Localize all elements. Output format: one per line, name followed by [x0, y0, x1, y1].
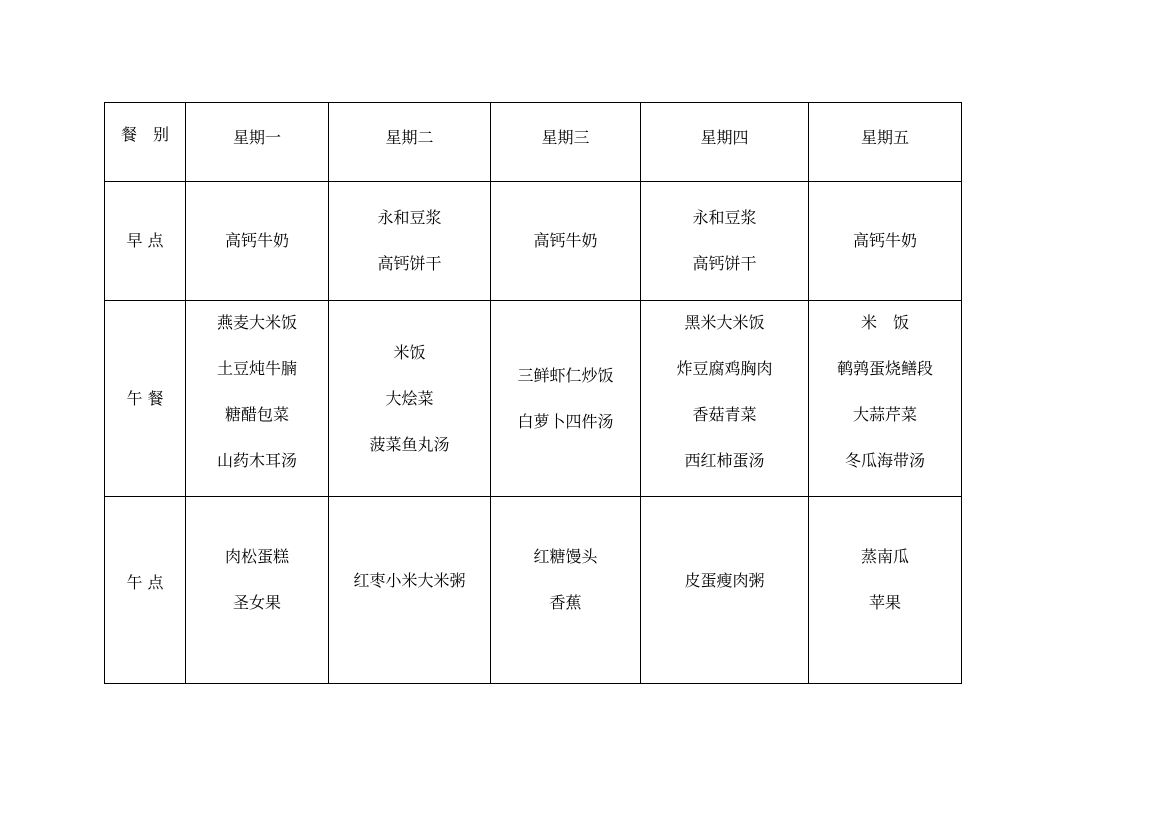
dish: 高钙饼干: [692, 254, 757, 273]
dish: 高钙牛奶: [224, 231, 289, 250]
dish: 大蒜芹菜: [852, 405, 917, 424]
weekly-menu-table: [104, 102, 962, 684]
dish: 糖醋包菜: [224, 405, 289, 424]
lunch-friday: [809, 301, 962, 497]
dish: 三鲜虾仁炒饭: [517, 365, 614, 385]
lunch-tuesday: [329, 301, 491, 497]
dish: 高钙牛奶: [852, 231, 917, 250]
dish: 黑米大米饭: [684, 313, 765, 332]
dish: 永和豆浆: [692, 208, 757, 227]
breakfast-label: 早 点: [105, 182, 186, 301]
dish: 高钙饼干: [377, 254, 442, 273]
lunch-thursday: [641, 301, 809, 497]
afternoon-wednesday: [491, 497, 641, 684]
dish: 永和豆浆: [377, 208, 442, 227]
header-monday: 星期一: [186, 103, 329, 182]
header-tuesday: 星期二: [329, 103, 491, 182]
breakfast-tuesday: [329, 182, 491, 301]
header-thursday: 星期四: [641, 103, 809, 182]
breakfast-row: [105, 182, 962, 301]
dish: 冬瓜海带汤: [844, 451, 925, 470]
breakfast-thursday: [641, 182, 809, 301]
lunch-row: [105, 301, 962, 497]
dish: 高钙牛奶: [533, 231, 598, 250]
dish: 山药木耳汤: [216, 451, 297, 470]
dish: 皮蛋瘦肉粥: [684, 571, 765, 590]
dish: 米饭: [393, 342, 426, 362]
dish: 燕麦大米饭: [216, 313, 297, 332]
dish: 大烩菜: [385, 388, 434, 408]
dish: 白萝卜四件汤: [517, 411, 614, 431]
lunch-label: 午 餐: [105, 301, 186, 497]
breakfast-monday: [186, 182, 329, 301]
breakfast-friday: [809, 182, 962, 301]
header-wednesday: 星期三: [491, 103, 641, 182]
afternoon-snack-row: [105, 497, 962, 684]
dish: 西红柿蛋汤: [684, 451, 765, 470]
afternoon-tuesday: [329, 497, 491, 684]
dish: 红枣小米大米粥: [353, 571, 466, 590]
breakfast-wednesday: [491, 182, 641, 301]
dish: 土豆炖牛腩: [216, 359, 297, 378]
dish: 肉松蛋糕: [224, 547, 289, 566]
dish: 菠菜鱼丸汤: [369, 434, 450, 454]
afternoon-monday: [186, 497, 329, 684]
afternoon-thursday: [641, 497, 809, 684]
dish: 米 饭: [860, 313, 909, 332]
dish: 苹果: [868, 593, 901, 612]
dish: 炸豆腐鸡胸肉: [676, 359, 773, 378]
dish: 红糖馒头: [533, 547, 598, 566]
meal-type-header: 餐 别: [105, 103, 186, 182]
dish: 香菇青菜: [692, 405, 757, 424]
dish: 鹌鹑蛋烧鳝段: [836, 359, 933, 378]
header-friday: 星期五: [809, 103, 962, 182]
header-row: [105, 103, 962, 182]
lunch-wednesday: [491, 301, 641, 497]
lunch-monday: [186, 301, 329, 497]
afternoon-snack-label: 午 点: [105, 497, 186, 684]
afternoon-friday: [809, 497, 962, 684]
dish: 蒸南瓜: [860, 547, 909, 566]
dish: 香蕉: [549, 593, 582, 612]
dish: 圣女果: [232, 593, 281, 612]
